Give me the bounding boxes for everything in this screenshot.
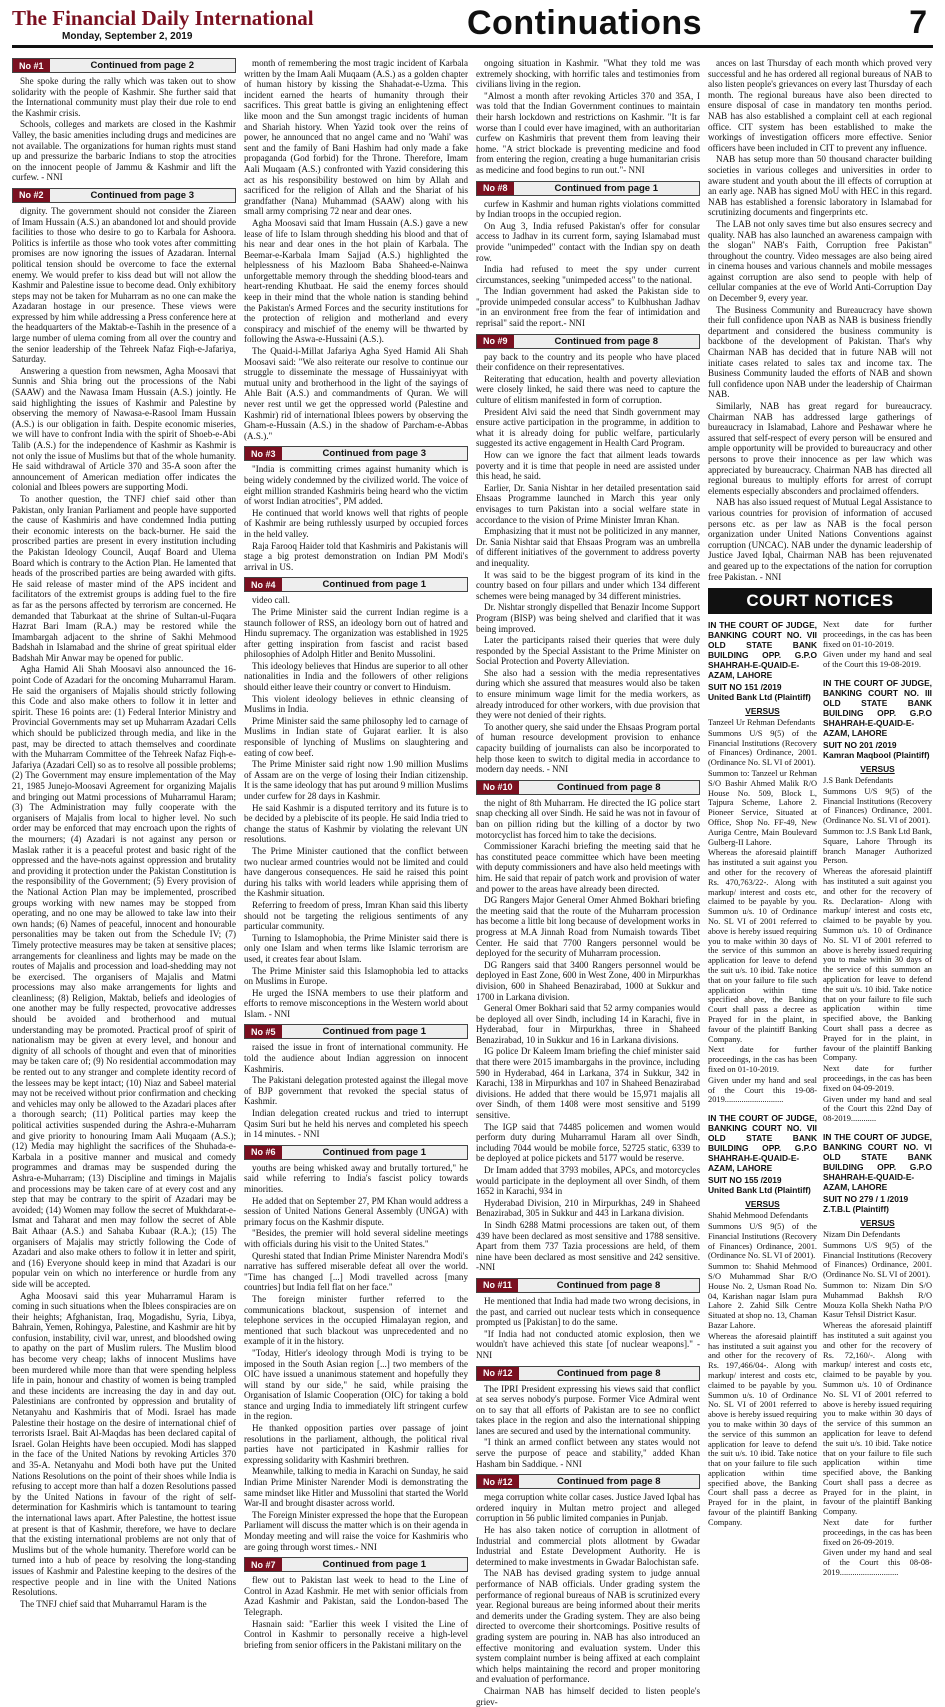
- article-paragraph: "If India had not conducted atomic explosion, then we wouldn't have achieved this state [of nuclear weapons]." - NNI: [476, 1328, 700, 1360]
- continuation-number: No #6: [245, 1146, 282, 1159]
- article-paragraph: Later the participants raised their queries that were duly responded by the Special Assistant to the Prime Minister on Social Protection and Poverty Alleviation.: [476, 635, 700, 667]
- summon-to: Summon to: Tanzeel ur Rehman S/O Bashir Ahmed Malik R/O House No. 509, Block L, Tajpura Scheme, Lahore 2. Pioneer Service, Situated at Office, Shop No. FF-49, New Auriga Centre, Main Boulevard Gulberg-II Lahore.: [708, 769, 817, 847]
- continuation-label: Continued from page 1: [322, 1026, 426, 1038]
- article-paragraph: She spoke during the rally which was taken out to show solidarity with the people of Kashmir. She further said that the International community must play their due role to end the Kashmir crisis.: [12, 76, 236, 118]
- article-paragraph: video call.: [252, 595, 290, 606]
- article-paragraph: The LAB not only saves time but also ensures secrecy and quality. NAB has also launched an awareness campaign with the slogan" NAB's Faith, Corruption free Pakistan" throughout the country. Video messages are also being aired in cinema houses and various channels and mobile messages against corruption are also send to people with help of cellular companies at the eve of World Anti-Corruption Day on December 9, every year.: [708, 218, 932, 304]
- suit-number: SUIT NO 155 /2019: [708, 1175, 782, 1186]
- article-paragraph: Answering a question from newsmen, Agha Moosavi that Sunnis and Shia bring out the processions of the Nabi (SAAW) and the Nawasa Imam Hussain (A.S.) jointly. He said highlighting the issues of Kashmir and Palestine by observing the memory of Nawasa-e-Rasool Imam Hussain (A.S.) is our obligation in faith. Despite economic miseries, we will have to confront India with the spirit of Shoeb-e-Abi Talib (A.S.) for the independence of Kashmir as Kashmir is not only the issue of Muslims but that of the whole humanity. He said withdrawal of Article 370 and 35-A soon after the announcement of American mediation offer indicates the colonial and Iblees powers are supporting Modi.: [12, 365, 236, 493]
- article-paragraph: "I think an armed conflict between any states would not serve the purpose of peace and stability," added Khan Hasham bin Saddique. - NNI: [476, 1437, 700, 1469]
- summons-text: Summons U/S 9(5) of the Financial Institutions (Recovery of Finances) Ordinance, 2001. (Ordinance No. SL VI of 2001).: [823, 1240, 932, 1280]
- article-paragraph: "India is committing crimes against humanity which is being widely condemned by the civilized world. The voice of eight million stranded Kashmiris being heard who the victim of worst Indian atrocities", PM added.: [244, 464, 468, 507]
- article-paragraph: To another question, the TNFJ chief said other than Pakistan, only Iranian Parliament and people have supported the cause of Kashmiris and have condemned India putting their economic interests on the back-burner. He said the proscribed parties are present in every institution including the Pakistan Ideology Council, Auqaf Board and Ulema Board which is contrary to the Action Plan. He lamented that heads of the proscribed parties are being awarded with gifts. He said release of master mind of the APS incident and facilitators of the extremist groups is adding fuel to the fire as far as the persons affected by terrorism are concerned. He demanded that Taburkaat at the shrine of Sultan-ul-Fuqara Hazrat Bari Imam (R.A.) may be restored while the Imambargah adjacent to the shrine of Sakhi Mehmood Badshah in Islamabad and the shrine of great spiritual elder Badshah Mir Anwar may be opened for public.: [12, 493, 236, 663]
- article-paragraph: the night of 8th Muharram. He directed the IG police start snap checking all over Sindh. He said he was not in favour of ban on pillion riding but the killing of a doctor by two motorcyclist has forced him to take the decisions.: [476, 797, 700, 840]
- article-paragraph: The Prime Minister said right now 1.90 million Muslims of Assam are on the verge of losing their Indian citizenship. It is the same ideology that has put around 9 million Muslims under curfew for 28 days in Kashmir.: [244, 759, 468, 801]
- article-paragraph: DG Rangers said that 3400 Rangers personnel would be deployed in East Zone, 600 in West Zone, 400 in Mirpurkhas division, 600 in Shaheed Benazirabad, 1000 at Sukkur and 1700 in Larkana division.: [476, 959, 700, 1002]
- continuation-label: Continued from page 3: [322, 448, 426, 460]
- summons-text: Summons U/S 9(5) of the Financial Institutions (Recovery of Finances) Ordinance, 2001. (Ordinance No. SL VI of 2001).: [708, 728, 817, 768]
- article-paragraph: pay back to the country and its people who have placed their confidence on their representatives.: [476, 351, 700, 373]
- article-paragraph: Hasnain said: "Earlier this week I visited the Line of Control in Kashmir to personally receive a high-level briefing from senior officers in the Pakistani military on the: [244, 1618, 468, 1650]
- continuation-label: Continued from page 1: [322, 1146, 426, 1158]
- court-notice: [823, 678, 932, 1124]
- court-notice: [823, 620, 932, 670]
- article-paragraph: Emphasizing that it must not be politicized in any manner, Dr. Sania Nishtar said that Ehsaas Program was an umbrella of different initiatives of the government to address poverty and inequality.: [476, 526, 700, 568]
- article-paragraph: He thanked opposition parties over passage of joint resolutions in the parliament, although, the political rival parties have not participated in Kashmir rallies for expressing solidarity with Kashmiri brethren.: [244, 1423, 468, 1465]
- notice-body: Whereas the aforesaid plaintiff has instituted a suit against you and other for the recovery of Rs. 470,763/22-. Along with markup/ interest and costs etc, claimed to be payable by you. Summon u/s. 10 of Ordinance No. SL VI of 2001 referred to above is hereby issued requiring you to make within 30 days of the service of this summon an application for leave to defend the suit u/s. 10 ibid. Take notice that on your failure to file such application within time specified above, the Banking Court shall pass a decree as Prayed for in the plaint, in favour of the plaintiff Banking Company.: [708, 848, 817, 1044]
- article-paragraph: This ideology believes that Hindus are superior to all other nationalities in India and the followers of other religions should either leave their country or convert to Hinduism.: [244, 660, 468, 693]
- article-paragraph: Meanwhile, talking to media in Karachi on Sunday, he said Indian Prime Minister Narender Modi is demonstrating the same mindset like Hitler and Mussolini that started the World War-II and brought disaster across world.: [244, 1466, 468, 1509]
- article-paragraph: Similarly, NAB has great regard for bureaucracy. Chairman NAB has addressed large gatherings of bureaucracy in Islamabad, Lahore and Peshawar where he assured that self-respect of every person will be ensured and ample opportunity will be provided to bureaucracy and other persons to prove their innocence as per law which was appreciated by bureaucracy. Chairman NAB has directed all regional bureaus to multiply efforts for arrest of corrupt elements especially absconders and proclaimed offenders.: [708, 401, 932, 496]
- continuation-label: Continued from page 1: [322, 579, 426, 591]
- suit-number: SUIT NO 201 /2019: [823, 740, 897, 751]
- article-paragraph: NAB has also issued request of Mutual Legal Assistance to various countries for provision of information of accused persons etc. as per law as NAB is the focal person organization under United Nations Conventions against corruption (UNCAC). NAB under the dynamic leadership of Justice Javed Iqbal, Chairman NAB has been rejuvenated and geared up to the expectations of the nation for corruption free Pakistan. - NNI: [708, 497, 932, 582]
- article-paragraph: The Quaid-i-Millat Jafariya Agha Syed Hamid Ali Shah Moosavi said: "We also reiterate our resolve to continue our struggle to disseminate the message of Hussainiyyat with mutual unity and brotherhood in the light of the sayings of Ahle Bait (A.S.) and commandments of Quran. We will never rest until we get the oppressed world (Palestine and Kashmir) rid of international Iblees powers by observing the Gham-e-Hussain (A.S.) in the shadow of Parcham-e-Abbas (A.S.).": [244, 346, 468, 441]
- defendants: J.S Bank Defendants: [823, 776, 894, 786]
- suit-number: SUIT NO 151 /2019: [708, 682, 782, 693]
- continuation-label: Continued from page 8: [556, 1279, 661, 1291]
- next-date: Next date for further proceedings, in the cas has been fixed on 04-09-2019.: [823, 1064, 932, 1093]
- continuation-number: No #1: [13, 59, 50, 72]
- article-paragraph: ances on last Thursday of each month which proved very successful and he has ordered all regional bureaus of NAB to also listen people's grievances on every last Thursday of each month. The regional bureaus have also been directed to ensure disposal of case in mandatory ten months period. NAB has also established a complaint cell at each regional office. CIT system has been established to make the workings of investigation officers more effective. Senior officers have been included in CIT to prevent any influence.: [708, 58, 932, 153]
- court-notice: [708, 620, 817, 1105]
- article-paragraph: Agha Moosavi said this year Muharramul Haram is coming in such situations when the Iblees conspiracies are on their heights; Afghanistan, Iraq, Mogadishu, Syria, Libya, Bahrain, Yemen, Rohingya, Palestine, and Kashmir are hit by confusion, instability, civil war, unrest, and bloodshed owing to apathy on the part of Muslim rulers. The Muslim blood has become very cheap; lakhs of innocent Muslims have been murdered while more than that were spending helpless life in pain, honour and chastity of women is being trampled and these incidents are increasing the day in and day out. Palestinians are confronted by oppression and brutality of Netanyahu and Kashmiris that of Modi. Israel has made Palestine their hostage on the desire of international chief of terrorists Israel. Bait Al-Maqdas has been declared capital of Israel. Golan Heights have been occupied. Modi has slapped in the face of the United Nations by revoking Articles 370 and 35-A. Netanyahu and Modi both have put the United Nations Resolutions on the point of their shoes while India is refusing to accept more than half a dozen Resolutions passed by the United Nations in favour of the right of self-determination for Kashmiris which is tantamount to tearing the international laws apart. After Palestine, the hottest issue at present is that of Kashmir, therefore, we have to declare that the existing international problems are not only that of Muslims but of the whole humanity. Therefore world can be turned into a hub of peace by resolving the long-standing issues of Kashmir and Palestine keeping to the desires of the respective people and in line with the United Nations Resolutions.: [12, 1290, 237, 1598]
- article-paragraph: ongoing situation in Kashmir. "What they told me was extremely shocking, with horrific tales and testimonies from civilians living in the region.: [476, 58, 700, 90]
- continuation-header: [476, 780, 700, 795]
- court-heading: IN THE COURT OF JUDGE, BANKING COURT NO. VI OLD STATE BANK BUILDING OPP. G.P.O SHAHRAH-E-QUAID-E-AZAM, LAHORE: [823, 1131, 932, 1192]
- continuation-number: No #8: [477, 182, 514, 195]
- continuation-number: No #10: [477, 781, 519, 794]
- article-paragraph: In Sindh 6288 Matmi processions are taken out, of them 439 have been declared as most sensitive and 1788 sensitive. Apart from them 737 Tazia processions are held, of them nine have been declared as most sensitive and 242 sensitive. -NNI: [476, 1219, 700, 1273]
- article-paragraph: He said Kashmir is a disputed territory and its future is to be decided by a plebiscite of its people. He said India tried to change the status of Kashmir by violating the relevant UN resolutions.: [244, 802, 468, 845]
- suit-number: SUIT NO 279 / 1 /2019: [823, 1193, 909, 1204]
- article-paragraph: Earlier, Dr. Sania Nishtar in her detailed presentation said Ehsaas Programme launched in March this year only envisages to turn Pakistan into a social welfare state in accordance to the vision of Prime Minister Imran Khan.: [476, 482, 700, 525]
- continuation-label: Continued from page 8: [554, 335, 658, 347]
- next-date: Next date for further proceedings, in the cas has been fixed on 01-10-2019.: [823, 620, 932, 649]
- article-paragraph: He mentioned that India had made two wrong decisions, in the past, and carried out nuclear tests which in consequence prompted us [Pakistan] to do the same.: [476, 1295, 700, 1328]
- article-paragraph: He added that on September 27, PM Khan would address a session of United Nations General Assembly (UNGA) with primary focus on the Kashmir dispute.: [244, 1195, 468, 1227]
- article-paragraph: Chairman NAB has himself decided to listen people's griev-: [476, 1685, 700, 1707]
- court-seal-line: Given under my hand and seal of the Court this 22nd Day of 08-2019............: [823, 1094, 932, 1124]
- article-paragraph: He continued that world knows well that rights of people of Kashmir are being ruthlessly usurped by occupied forces in the held valley.: [244, 507, 468, 539]
- plaintiff: Z.T.B.L (Plaintiff): [823, 1203, 889, 1214]
- continuation-header: [244, 446, 468, 461]
- article-paragraph: The IGP said that 74485 policemen and women would perform duty during Muharramul Haram all over Sindh, including 7044 would be mobile force, 52725 static, 6339 to be deployed at police pickets and 5177 would be reserve.: [476, 1121, 700, 1164]
- article-paragraph: The Prime Minister cautioned that the conflict between two nuclear armed countries would not be limited and could have dangerous consequences. He said he raised this point during his talks with world leaders while apprising them of the Kashmir situation.: [244, 845, 468, 899]
- versus-label: VERSUS: [860, 1217, 895, 1228]
- article-paragraph: Indian delegation created ruckus and tried to interrupt Qasim Suri but he held his nerves and completed his speech in 14 minutes. - NNI: [244, 1108, 468, 1140]
- continuation-number: No #5: [245, 1025, 282, 1038]
- masthead: [12, 4, 933, 48]
- article-paragraph: Qureshi stated that Indian Prime Minister Narendra Modi's narrative has suffered miserable defeat all over the world. "Time has changed [...] Modi travelled across [many countries] but India fell flat on her face.": [244, 1250, 468, 1293]
- plaintiff: United Bank Ltd (Plaintiff): [708, 692, 811, 703]
- article-paragraph: The Prime Minister said this Islamophobia led to attacks on Muslims in Europe.: [244, 965, 468, 987]
- article-paragraph: He urged the ISNA members to use their platform and efforts to remove misconceptions in the Western world about Islam. - NNI: [244, 987, 468, 1019]
- continuation-number: No #4: [245, 578, 282, 591]
- versus-label: VERSUS: [860, 764, 895, 775]
- article-paragraph: IG police Dr Kaleem Imam briefing the chief minister said that there were 2015 imambargahs in the province, including 590 in Hyderabad, 464 in Larkana, 374 in Sukkur, 342 in Karachi, 138 in Mirpurkhas and 107 in Shaheed Benazirabad divisions. He added that there would be 15,971 majalis all over Sindh, of them 1408 were most sensitive and 5199 sensitive.: [476, 1046, 700, 1121]
- columns: [12, 58, 933, 1707]
- issue-date: Monday, September 2, 2019: [62, 31, 193, 42]
- article-paragraph: mega corruption white collar cases. Justice Javed Iqbal has ordered inquiry in Multan metro project and alleged corruption in 56 public limited companies in Punjab.: [476, 1492, 700, 1524]
- court-heading: IN THE COURT OF JUDGE, BANKING COURT NO. III OLD STATE BANK BUILDING OPP. G.P.O SHAHRAH-E-QUAID-E-AZAM, LAHORE: [823, 678, 932, 739]
- court-seal-line: Given under my hand and seal of the Court this 08-08-2019............................: [823, 1548, 932, 1578]
- versus-label: VERSUS: [745, 706, 780, 717]
- article-paragraph: month of remembering the most tragic incident of Karbala written by the Imam Aali Muqaam (A.S.) as a golden chapter of human history by kissing the Shahadat-e-Uzma. This incident earned the hearts of humanity through their sacrifices. This great battle is giving an enlightening effect like moon and the Sun amongst tragic incidents of human and Shariah history. When Yazid took over the reins of power, he announced that no angel came and no 'Wahi' was sent and the family of Bani Hashim had only made a fake propaganda (God forbid) for the Throne. Therefore, Imam Aali Muqaam (A.S.) confronted with Yazid considering this act as his responsibility bestowed on him by Allah and sacrificed for the religion of Allah and the Shariat of his grandfather (Nana) Muhammad (SAAW) along with his small army comprising 72 near and dear ones.: [244, 58, 468, 217]
- plaintiff: United Bank Ltd (Plaintiff): [708, 1185, 811, 1196]
- article-paragraph: Hyderabad Division, 210 in Mirpurkhas, 249 in Shaheed Benazirabad, 305 in Sukkur and 443 in Larkana division.: [476, 1197, 700, 1219]
- article-paragraph: youths are being whisked away and brutally tortured," he said while referring to India's fascist policy towards minorities.: [244, 1162, 468, 1194]
- continuation-header: [244, 577, 468, 592]
- column-2: [244, 58, 468, 1650]
- article-paragraph: The IPRI President expressing his views said that conflict at sea serves nobody's purpose. Former Vice Admiral went on to say that all efforts of Pakistan are to see no conflict takes place in the region and also the international shipping lanes are secured and used by the international community.: [476, 1383, 700, 1436]
- summon-to: Summon to: Shahid Mehmood S/O Muhammad Shar R/O House No. 2, Usman Road No. 04, Karishan nagar Islam pura Lahore 2. Zahid Silk Centre Situated at shop no. 13, Chaman Bazar Lahore.: [708, 1262, 817, 1330]
- article-paragraph: Reiterating that education, health and poverty alleviation were closely linked, he said there was need to capture the culture of elitism manifested in form of corruption.: [476, 373, 700, 406]
- continuation-number: No #2: [13, 189, 50, 202]
- continuation-label: Continued from page 8: [557, 781, 661, 793]
- defendants: Nizam Din Defendants: [823, 1229, 901, 1239]
- continuation-number: No #12: [477, 1367, 519, 1380]
- continuation-number: No #9: [477, 335, 514, 348]
- article-paragraph: "Almost a month after revoking Articles 370 and 35A, I was told that the Indian Government continues to maintain their harsh lockdown and restrictions on Kashmir. "It is far worse than I could ever have imagined, with an authoritarian curfew on Kashmiris that prevent them from leaving their home. "A strict blockade is preventing medicine and food from entering the region, creating a huge humanitarian crisis as medicine and food begins to run out."- NNI: [476, 90, 700, 175]
- summon-to: Summon to: Nizam Din S/O Muhammad Bakhsh R/O Mouza Kolla Shekh Natha P/O Kasur Tehsil District Kasur.: [823, 1280, 932, 1320]
- continuation-label: Continued from page 1: [322, 1559, 426, 1571]
- continuation-number: No #12: [477, 1475, 519, 1488]
- column-4: [708, 58, 932, 1585]
- continuation-number: No #3: [245, 447, 282, 460]
- article-paragraph: Agha Hamid Ali Shah Moosavi also announced the 16-point Code of Azadari for the oncoming Muharramul Haram. He said the organisers of Majalis should strictly following this Code and also make others to follow it in letter and spirit. These 16 points are: (1) Federal Interior Ministry and Provincial Governments may set up Muharram Azadari Cells which should be publicized through media, and like in the past, may be directed to attach themselves and coordinate with the Muharram Committee of the Tehreek Nafaz Fiqh-e-Jafariya (Azadari Cell) so as to resolve all possible problems; (2) The Government may ensure implementation of the May 21, 1985 Junejo-Moosavi Agreement for organizing Majalis and bringing out Matmi processions of Muharramul Haram; (3) The Administration may fully cooperate with the organisers of Majalis from local to higher level. No such order may be enforced that may encroach upon the rights of the mourners; (4) Azadari is not against any person or Maslak rather it is a peaceful protest and basic right of the oppressed and the have-nots against oppression and brutality and providing it protection under the Pakistan Constitution is the responsibility of the Government; (5) Every provision of the National Action Plan may be implemented, proscribed groups working with new names may be stopped from operating, and no one may be allowed to take law into their own hands; (6) Names of peaceful, innocent and honourable personalities may be taken out from the Schedule IV; (7) Timely protective measures may be taken at sensitive places; arrangements for cleanliness and lights may be made on the routes of Majalis and procession and load-shedding may not be exercised. The organisers of Majalis and Matmi processions may also make arrangements for lights and cleanliness; (8) Religion, Maktab, beliefs and ideologies of one another may be fully respected, provocative addresses should be avoided and brotherhood and mutual understanding may be promoted. Practical proof of spirit of nationalism may be given at every level, and honour and dignity of all schools of thought and even that of minorities may be taken care of; (9) No residential accommodation may be rented out to any stranger and complete identity record of the lessees may be kept intact; (10) Niaz and Sabeel material may not be received without prior confirmation and checking and vehicles may only be allowed to the Azadari places after a thorough search; (11) Political parties may keep the political activities suspended during the Ashra-e-Muharram and give priority to honouring Imam Aali Muqaam (A.S.); (12) Media may highlight the sacrifices of the Shuhada-e-Karbala in a positive manner and musical and comedy programmes and dramas may be suspended during the Ashra-e-Muharram; (13) Discipline and timings in Majalis and processions may be taken care of at every cost and any step that may be contrary to the spirit of Azadari may be avoided; (14) Women may follow the secret of Mukhdarat-e-Ismat and Taharat and men may follow the secret of Able Bait Athaar (A.S.) and Sahaba Kubaar (R.A.); (15) The organisers of Majalis may strictly following the Code of Azadari and also make others to follow it in letter and spirit, and (16) Everyone should keep in mind that Azadari is our popular vein on which no interference or hurdle from any side will be accepted.: [12, 664, 236, 1289]
- article-paragraph: The Prime Minister said the current Indian regime is a staunch follower of RSS, an ideology born out of hatred and Hindu supremacy. The organization was established in 1925 after getting inspiration from fascist and racist based philosophies of Adolph Hitler and Benito Mussolini.: [244, 606, 468, 660]
- notice-body: Whereas the aforesaid plaintiff has instituted a suit against you and other for the recovery of Rs. Declaration- Along with markup/ interest and costs etc, claimed to be payable by you. Summon u/s. 10 of Ordinance No. SL VI of 2001 referred to above is hereby issued requiring you to make within 30 days of the service of this summon an application for leave to defend the suit u/s. 10 ibid. Take notice that on your failure to file such application within time specified above, the Banking Court shall pass a decree as Prayed for in the plaint, in favour of the plaintiff Banking Company.: [823, 867, 932, 1063]
- article-paragraph: India had refused to meet the spy under current circumstances, seeking "unimpeded access" to the national.: [476, 264, 700, 285]
- article-paragraph: flew out to Pakistan last week to head to the Line of Control in Azad Kashmir. He met with senior officials from Azad Kashmir and Pakistan, said the London-based The Telegraph.: [244, 1575, 468, 1617]
- continuation-header: [244, 1145, 468, 1160]
- column-1: [12, 58, 237, 1609]
- article-paragraph: curfew in Kashmir and human rights violations committed by Indian troops in the occupied region.: [476, 198, 700, 220]
- court-heading: IN THE COURT OF JUDGE, BANKING COURT NO. VII OLD STATE BANK BUILDING OPP. G.P.O SHAHRAH-E-QUAID-E-AZAM, LAHORE: [708, 1113, 817, 1174]
- article-paragraph: This violent ideology believes in ethnic cleansing of Muslims in India.: [244, 693, 468, 715]
- continuation-header: [244, 1024, 468, 1039]
- article-paragraph: To another query, she said under the Ehsaas Program portal of human resource development provision to enhance capacity building of journalists can also be incorporated to help those keen to switch to digital media in accordance to modern day needs. - NNI: [476, 721, 700, 775]
- article-paragraph: "Today, Hitler's ideology through Modi is trying to be imposed in the South Asian region [...] two members of the OIC have issued a unanimous statement and hopefully they will stand by our side," he said, while praising the Organisation of Islamic Cooperation (OIC) for taking a bold stance and urging India to immediately lift stringent curfew in the region.: [244, 1347, 468, 1422]
- section-title: Continuations: [467, 4, 703, 42]
- article-paragraph: It was said to be the biggest program of its kind in the country based on four pillars and under which 134 different schemes were being managed by 34 different ministries.: [476, 569, 700, 601]
- continuation-label: Continued from page 1: [554, 182, 658, 194]
- court-notice: [823, 1132, 932, 1578]
- continuation-label: Continued from page 3: [90, 189, 194, 201]
- court-seal-line: Given under my hand and seal of the Court this 19-08-2019.: [823, 650, 932, 670]
- article-paragraph: Turning to Islamophobia, the Prime Minister said there is only one Islam and when terms like Islamic terrorism are used, it creates fear about Islam.: [244, 932, 468, 964]
- article-paragraph: Dr. Nishtar strongly dispelled that Benazir Income Support Program (BISP) was being shelved and clarified that it was being improved.: [476, 602, 700, 634]
- continuation-number: No #11: [477, 1279, 518, 1292]
- notice-body: Whereas the aforesaid plaintiff has instituted a suit against you and other for the recovery of Rs. 197,466/04-. Along with markup/ interest and costs etc, claimed to be payable by you. Summon u/s. 10 of Ordinance No. SL VI of 2001 referred to above is hereby issued requiring you to make within 30 days of the service of this summon an application for leave to defend the suit u/s. 10 ibid. Take notice that on your failure to file such application within time specified above, the Banking Court shall pass a decree as Prayed for in the plaint, in favour of the plaintiff Banking Company.: [708, 1331, 817, 1527]
- continuation-header: [476, 1278, 700, 1293]
- summon-to: Summon to: J.S Bank Ltd Bank, Square, Lahore Through its branch Manager Authorized Person.: [823, 827, 932, 866]
- court-notices: [708, 620, 932, 1586]
- paper-name: The Financial Daily International: [12, 6, 314, 30]
- article-paragraph: DG Rangers Major General Omer Ahmed Bokhari briefing the meeting said that the route of the Muharram procession has become a little bit long because of development works in progress at M.A Jinnah Road from Numaish towards Tibet Center. He said that 7700 Rangers personnel would be deployed for the security of Muharram procession.: [476, 895, 700, 959]
- article-paragraph: She also had a session with the media representatives during which she assured that measures would also be taken to ensure minimum wage limit for the media workers, as already introduced for other workers, with due provision that they were not denied of their rights.: [476, 667, 700, 721]
- court-seal-line: Given under my hand and seal of the Court this 19-08-2019............................: [708, 1075, 817, 1105]
- continuation-label: Continued from page 2: [90, 60, 194, 71]
- article-paragraph: The NAB has devised grading system to judge annual performance of NAB officials. Under grading system the performance of regional bureaus of NAB is scrutinized every year. Regional bureaus are being informed about their merits and demerits under the Grading system. They are also being directed to overcome their shortcomings. Positive results of grading system are pouring in. NAB has also introduced an effective monitoring and evaluation system. Under this system complaint number is being affixed at each complaint which helps maintaining the record and proper monitoring and evaluation of performance.: [476, 1568, 700, 1685]
- continuation-number: No #7: [245, 1558, 282, 1571]
- page-number: 7: [909, 4, 927, 40]
- article-paragraph: The Pakistani delegation protested against the illegal move of BJP government that revoked the special status of Kashmir.: [244, 1075, 468, 1107]
- continuation-label: Continued from page 8: [557, 1367, 661, 1379]
- article-paragraph: Dr Imam added that 3793 mobiles, APCs, and motorcycles would participate in the deployment all over Sindh, of them 1652 in Karachi, 934 in: [476, 1165, 700, 1197]
- continuation-header: [12, 58, 236, 73]
- court-notice: [708, 1113, 817, 1528]
- article-paragraph: Raja Farooq Haider told that Kashmiris and Pakistanis will stage a big protest demonstration on Indian PM Modi's arrival in US.: [244, 540, 468, 572]
- next-date: Next date for further proceedings, in the cas has been fixed on 26-09-2019.: [823, 1518, 932, 1547]
- plaintiff: Kamran Maqbool (Plaintiff): [823, 750, 930, 761]
- continuation-header: [476, 1474, 700, 1489]
- article-paragraph: Commissioner Karachi briefing the meeting said that he has constituted peace committee which have been meeting with deputy commissioners and have also held meetings with him. He said that repair of patch work and provision of water and power to the areas have already been directed.: [476, 841, 700, 894]
- article-paragraph: The Foreign Minister expressed the hope that the European Parliament will discuss the matter which is on their agenda in Monday meeting and will raise the voice for Kashmiris who are going through worst times.- NNI: [244, 1509, 468, 1552]
- article-paragraph: The Business Community and Bureaucracy have shown their full confidence upon NAB as NAB is business friendly department and considered the business community is backbone of the development of Pakistan. That's why Chairman NAB has decided that in future NAB will not initiate cases related to sales tax and income tax. The Business Community lauded the efforts of NAB and shown full confidence upon NAB under the leadership of Chairman NAB.: [708, 304, 932, 400]
- next-date: Next date for further proceedings, in the cas has been fixed on 01-10-2019.: [708, 1045, 817, 1074]
- article-paragraph: dignity. The government should not consider the Ziareen of Imam Hussain (A.S.) an abandoned lot and should provide facilities to those who desire to go to Karbala for Ashoora. Politics is infertile as those who took votes after committing promises are now ignoring the issues of Azadaran. Internal political tension should be overcome to face the external enemy. We would prefer to kiss dead but will not allow the Kashmir and Palestine issue to become dead. Only exhibitory steps may not be taken for Muharram as no one can make the Azadaran hostage in our presence. These views were expressed by him while addressing a Press conference here at the headquarters of the Maktab-e-Tashih in the presence of a large number of ulema coming from all over the country and the senior leadership of the Tehreek Nafaz Fiqh-e-Jafariya, Saturday.: [12, 205, 237, 365]
- article-paragraph: Referring to freedom of press, Imran Khan said this liberty should not be targeting the religious sentiments of any particular community.: [244, 899, 468, 932]
- continuation-header: [12, 188, 236, 203]
- notice-body: Whereas the aforesaid plaintiff has instituted a suit against you and other for the recovery of Rs. 72,160/-. Along with markup/ interest and costs etc, claimed to be payable by you. Summon u/s. 10 of Ordinance No. SL VI of 2001 referred to above is hereby issued requiring you to make within 30 days of the service of this summon an application for leave to defend the suit u/s. 10 ibid. Take notice that on your failure to file such application within time specified above, the Banking Court shall pass a decree as Prayed for in the plaint, in favour of the plaintiff Banking Company.: [823, 1321, 932, 1517]
- court-heading: IN THE COURT OF JUDGE, BANKING COURT NO. VII OLD STATE BANK BUILDING OPP. G.P.O SHAHRAH-E-QUAID-E-AZAM, LAHORE: [708, 620, 817, 681]
- column-3: [476, 58, 700, 1707]
- summons-text: Summons U/S 9(5) of the Financial Institutions (Recovery of Finances) Ordinance, 2001. (Ordinance No. SL VI of 2001).: [823, 786, 932, 826]
- article-paragraph: General Omer Bokhari said that 52 army companies would be deployed all over Sindh, including 14 in Karachi, five in Hyderabad, four in Mirpurkhas, three in Shaheed Benazirabad, 10 in Sukkur and 16 in Larkana divisions.: [476, 1003, 700, 1045]
- defendants: Shahid Mehmood Defendants: [708, 1211, 809, 1221]
- article-paragraph: He has also taken notice of corruption in allotment of Industrial and commercial plots allotment by Gwadar Industrial and Estate Development Authority. He is determined to make investments in Gwadar Balochistan safe.: [476, 1525, 700, 1567]
- continuation-header: [244, 1557, 468, 1572]
- article-paragraph: "Besides, the premier will hold several sideline meetings with officials during his visit to the United States.": [244, 1228, 468, 1249]
- article-paragraph: The foreign minister further referred to the communications blackout, suspension of internet and telephone services in the occupied Himalayan region, and mentioned that such blackout was unprecedented and no example of it in the history.: [244, 1293, 468, 1347]
- article-paragraph: President Alvi said the need that Sindh government may ensure active participation in the programme, in addition to what it is already doing for public welfare, particularly suggested its active engagement in Health Card Program.: [476, 406, 700, 449]
- court-notices-banner: COURT NOTICES: [708, 588, 932, 614]
- article-paragraph: The TNFJ chief said that Muharramul Haram is the: [20, 1598, 207, 1609]
- article-paragraph: The Indian government had asked the Pakistan side to "provide unimpeded consular access" to Kulbhushan Jadhav "in an environment free from the fear of intimidation and reprisal" said the report.- NNI: [476, 286, 700, 329]
- continuation-header: [476, 181, 700, 196]
- summons-text: Summons U/S 9(5) of the Financial Institutions (Recovery of Finances) Ordinance, 2001. (Ordinance No. SL VI of 2001).: [708, 1221, 817, 1261]
- article-paragraph: How can we ignore the fact that ailment leads towards poverty and it is time that people in need are assisted under this head, he said.: [476, 450, 700, 482]
- notice-column: [708, 620, 817, 1586]
- article-paragraph: NAB has setup more than 50 thousand character building societies in various colleges and universities in order to aware student and youth about the ill effects of corruption at an early age. NAB has signed MoU with HEC in this regard. NAB has established a forensic laboratory in Islamabad for scrutinizing documents and fingerprints etc.: [708, 154, 932, 218]
- article-paragraph: On Aug 3, India refused Pakistan's offer for consular access to Jadhav in its current form, saying Islamabad must provide "unimpeded" contact with the Indian spy on death row.: [476, 220, 700, 263]
- defendants: Tanzeel Ur Rehman Defendants: [708, 718, 816, 728]
- notice-column: [823, 620, 932, 1586]
- article-paragraph: Prime Minister said the same philosophy led to carnage of Muslims in Indian state of Gujarat earlier. It is also responsible of lynching of Muslims on slaughtering and eating of cow beef.: [244, 715, 468, 758]
- article-paragraph: Schools, colleges and markets are closed in the Kashmir Valley, the basic amenities including drugs and medicines are not available. The organizations for human rights must stand up and pressurize the barbaric Indians to stop the atrocities on the innocent people of Jammu & Kashmir and lift the curfew. - NNI: [12, 119, 236, 183]
- continuation-label: Continued from page 8: [557, 1476, 661, 1488]
- article-paragraph: raised the issue in front of international community. He told the audience about Indian aggression on innocent Kashmiris.: [244, 1042, 468, 1074]
- continuation-header: [476, 334, 700, 349]
- article-paragraph: Agha Moosavi said that Imam Hussain (A.S.) gave a new lease of life to Islam through shedding his blood and that of his near and dear ones in the hot plain of Karbala. The Beemar-e-Karbala Imam Sajjad (A.S.) highlighted the helplessness of his Mazloom Baba Shaheed-e-Nainwa unforgettable memory through the shedding blood-tears and heart-rending Khutbaat. He said the enemy forces should keep in their mind that the whole nation is standing behind the Pakistan's Armed Forces and the security institutions for the protection of religion and motherland and every conspiracy and mischief of the enemy will be thwarted by following the Aswa-e-Hussaini (A.S.).: [244, 217, 468, 345]
- versus-label: VERSUS: [745, 1199, 780, 1210]
- continuation-header: [476, 1366, 700, 1381]
